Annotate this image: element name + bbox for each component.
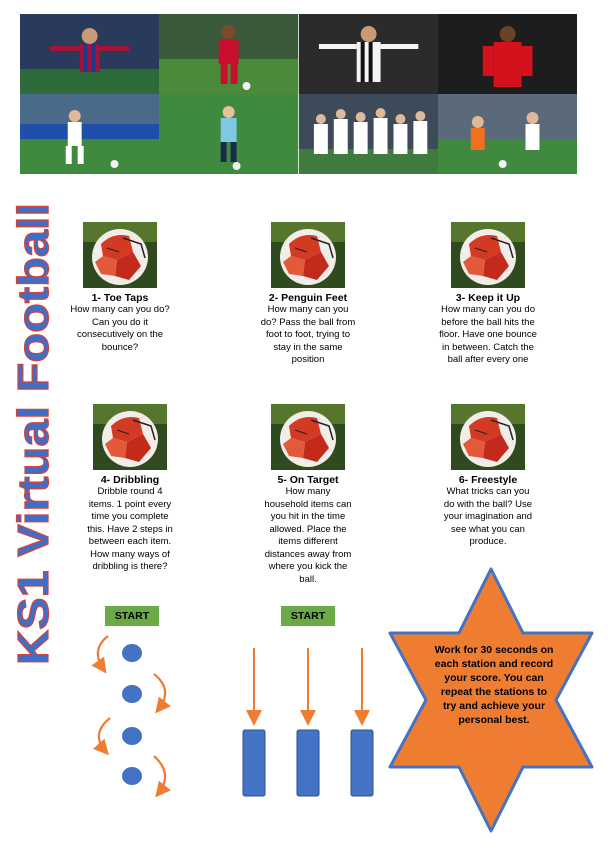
football-icon <box>271 404 345 470</box>
activity-title: 1- Toe Taps <box>91 292 149 304</box>
dribbling-diagram <box>88 628 188 798</box>
activity-title: 3- Keep it Up <box>455 292 521 304</box>
activity-description: How many household items can you hit in the time allowed. Place the items different distances away from where you kick the ball. <box>264 486 352 585</box>
photo-player-2 <box>159 14 298 94</box>
football-icon <box>451 222 525 288</box>
photo-player-3 <box>299 14 438 94</box>
football-icon <box>83 222 157 288</box>
photo-player-1 <box>20 14 159 94</box>
star-instructions: Work for 30 seconds on each station and record your score. You can repeat the stations to try and achieve your personal best. <box>434 644 554 726</box>
activity-3 <box>428 222 548 367</box>
activity-6 <box>428 404 548 549</box>
start-label-dribbling: START <box>105 606 159 626</box>
dribble-arrow <box>154 756 165 794</box>
activity-title: 6- Freestyle <box>458 474 518 486</box>
player-photo-collage <box>20 14 577 174</box>
cone-marker <box>122 727 142 745</box>
photo-player-4 <box>438 14 577 94</box>
photo-players-8 <box>438 94 577 174</box>
football-icon <box>451 404 525 470</box>
target-item <box>351 730 373 796</box>
target-item <box>297 730 319 796</box>
activity-2 <box>248 222 368 367</box>
activity-4 <box>70 404 190 574</box>
dribble-arrow <box>98 636 108 670</box>
activity-description: How many can you do? Can you do it consecutively on the bounce? <box>70 304 170 353</box>
target-item <box>243 730 265 796</box>
activity-title: 2- Penguin Feet <box>268 292 348 304</box>
activity-description: How many can you do before the ball hits the floor. Have one bounce in between. Catch the ball after every one <box>439 304 537 365</box>
football-icon <box>93 404 167 470</box>
activity-1 <box>60 222 180 354</box>
cone-marker <box>122 685 142 703</box>
football-icon <box>271 222 345 288</box>
page-title-text: KS1 Virtual Football <box>9 247 58 665</box>
start-label-target: START <box>281 606 335 626</box>
dribble-arrow <box>154 674 165 710</box>
page-title <box>8 200 60 670</box>
activity-title: 5- On Target <box>277 474 339 486</box>
cone-marker <box>122 644 142 662</box>
activity-description: What tricks can you do with the ball? Use your imagination and see what you can produce. <box>443 486 533 547</box>
activity-description: Dribble round 4 items. 1 point every time you complete this. Have 2 steps in between each item. How many ways of dribbling is there? <box>87 486 173 572</box>
activity-description: How many can you do? Pass the ball from foot to foot, trying to stay in the same position <box>260 304 356 365</box>
photo-player-6 <box>159 94 298 174</box>
cone-marker <box>122 767 142 785</box>
activity-title: 4- Dribbling <box>100 474 160 486</box>
photo-players-7 <box>299 94 438 174</box>
dribble-arrow <box>99 718 110 752</box>
photo-player-5 <box>20 94 159 174</box>
activity-5 <box>248 404 368 586</box>
target-diagram <box>232 642 382 802</box>
